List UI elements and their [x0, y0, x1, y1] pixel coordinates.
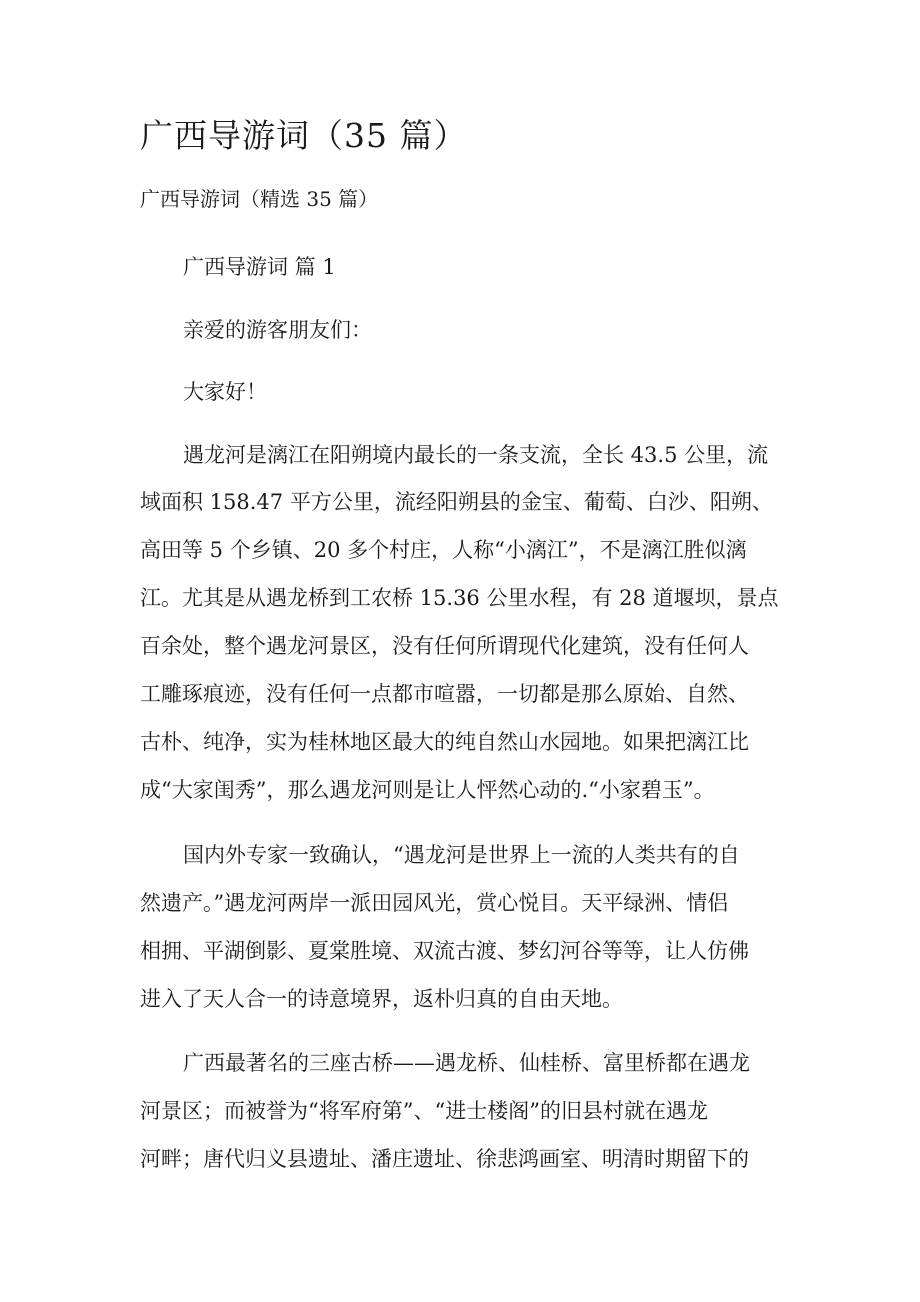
- document-subtitle: 广西导游词（精选 35 篇）: [140, 187, 379, 211]
- paragraph-2-line: 国内外专家一致确认，“遇龙河是世界上一流的人类共有的自: [183, 843, 740, 867]
- greeting-line: 亲爱的游客朋友们：: [183, 318, 372, 342]
- paragraph-3-line: 广西最著名的三座古桥——遇龙桥、仙桂桥、富里桥都在遇龙: [183, 1051, 750, 1075]
- paragraph-1-line: 古朴、纯净，实为桂林地区最大的纯自然山水园地。如果把漓江比: [140, 730, 749, 754]
- paragraph-3-line: 河景区；而被誉为“将军府第”、“进士楼阁”的旧县村就在遇龙: [140, 1099, 708, 1123]
- paragraph-2-line: 相拥、平湖倒影、夏棠胜境、双流古渡、梦幻河谷等等，让人仿佛: [140, 939, 749, 963]
- paragraph-1-line: 工雕琢痕迹，没有任何一点都市喧嚣，一切都是那么原始、自然、: [140, 682, 749, 706]
- paragraph-1-line: 江。尤其是从遇龙桥到工农桥 15.36 公里水程，有 28 道堰坝，景点: [140, 586, 779, 610]
- hello-line: 大家好！: [183, 380, 267, 404]
- paragraph-1-line: 百余处，整个遇龙河景区，没有任何所谓现代化建筑，没有任何人: [140, 634, 749, 658]
- paragraph-3-line: 河畔；唐代归义县遗址、潘庄遗址、徐悲鸿画室、明清时期留下的: [140, 1147, 749, 1171]
- paragraph-1-line: 高田等 5 个乡镇、20 多个村庄，人称“小漓江”，不是漓江胜似漓: [140, 538, 747, 562]
- paragraph-2-line: 进入了天人合一的诗意境界，返朴归真的自由天地。: [140, 987, 623, 1011]
- paragraph-2-line: 然遗产。”遇龙河两岸一派田园风光，赏心悦目。天平绿洲、情侣: [140, 891, 729, 915]
- paragraph-1-line: 成“大家闺秀”，那么遇龙河则是让人怦然心动的.“小家碧玉”。: [140, 778, 715, 802]
- document-title: 广西导游词（35 篇）: [140, 116, 468, 155]
- section-heading: 广西导游词 篇 1: [183, 255, 336, 279]
- paragraph-1-line: 域面积 158.47 平方公里，流经阳朔县的金宝、葡萄、白沙、阳朔、: [140, 490, 773, 514]
- paragraph-1-line: 遇龙河是漓江在阳朔境内最长的一条支流，全长 43.5 公里，流: [183, 443, 769, 467]
